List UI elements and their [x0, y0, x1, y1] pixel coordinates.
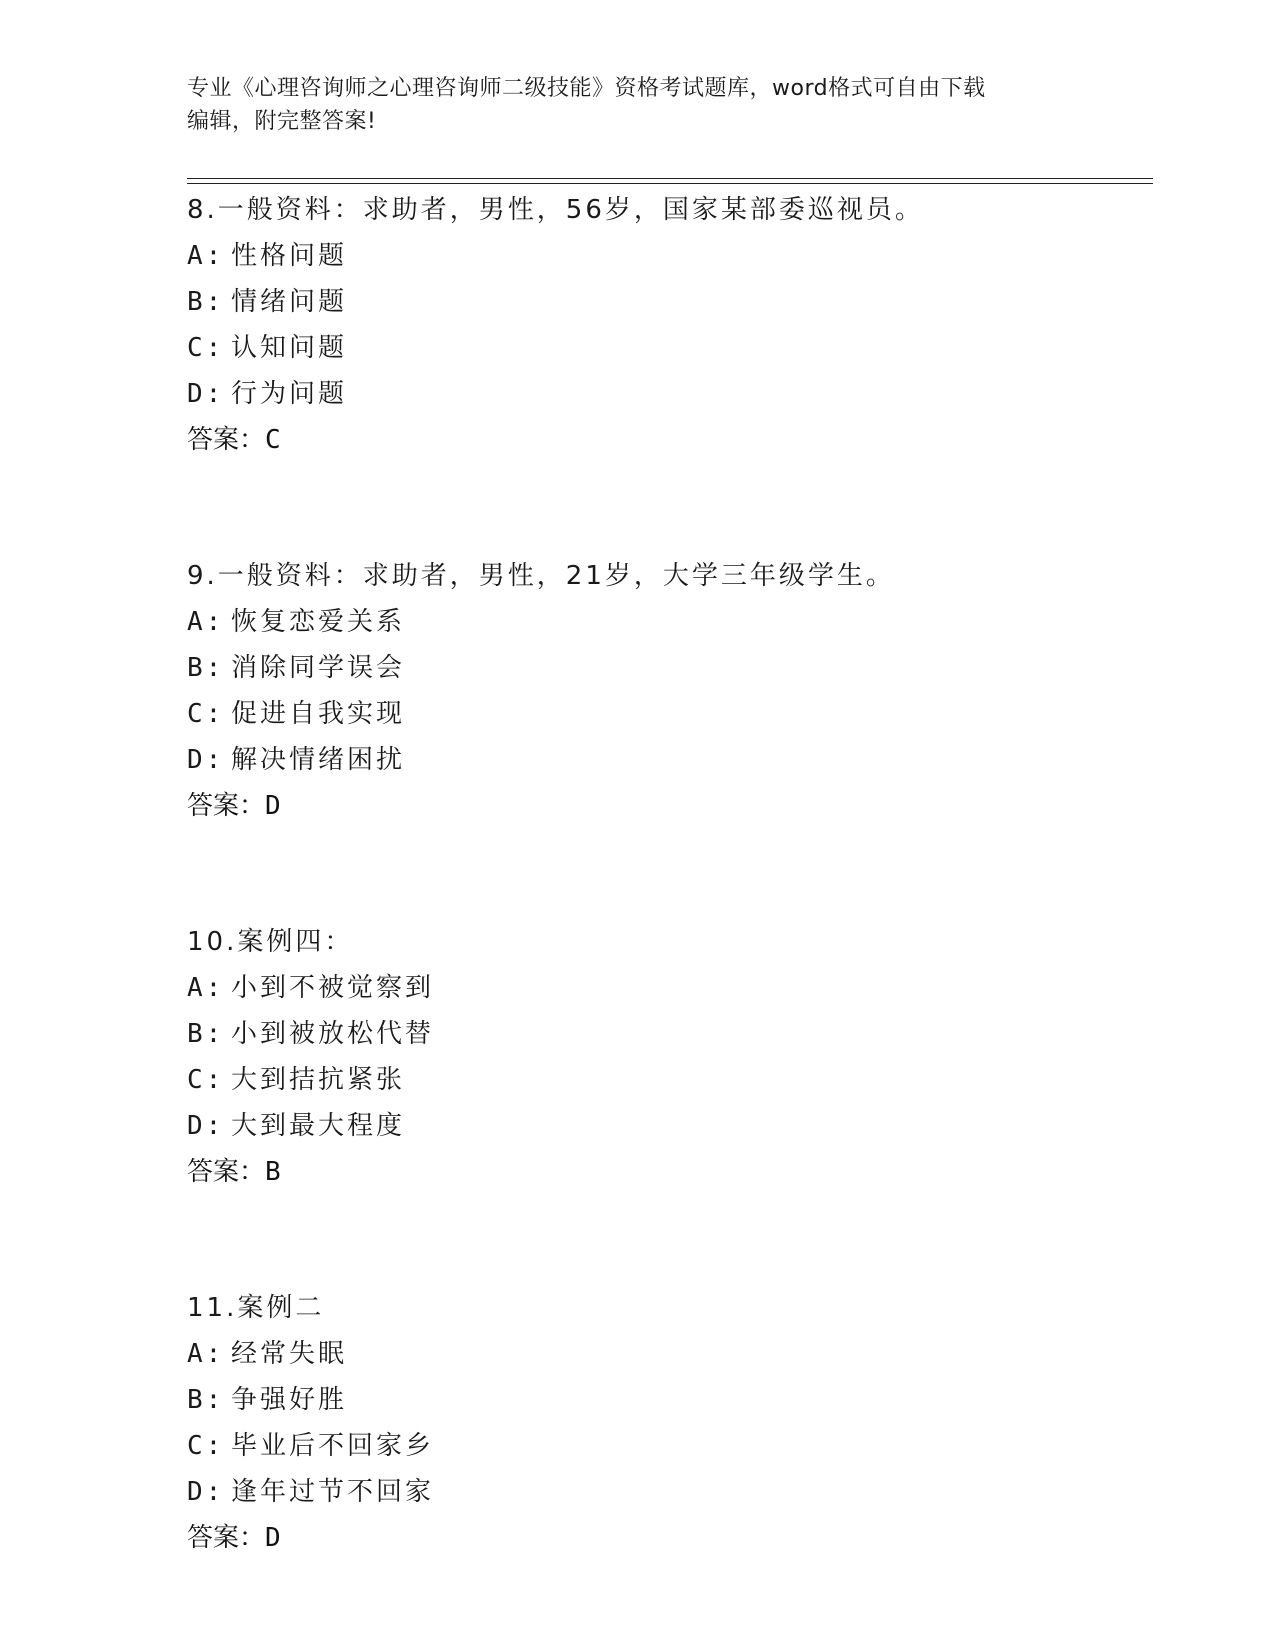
option-b	[187, 1377, 1147, 1423]
question-9	[187, 553, 1147, 829]
option-text: 小到被放松代替	[231, 1019, 435, 1049]
answer-line	[187, 783, 1147, 829]
header-line-1: 专业《心理咨询师之心理咨询师二级技能》资格考试题库，word格式可自由下载	[187, 76, 986, 101]
option-d	[187, 737, 1147, 783]
question-10	[187, 919, 1147, 1195]
question-stem: 11.案例二	[187, 1293, 325, 1323]
answer-value: C	[265, 425, 281, 455]
option-text: 大到最大程度	[231, 1111, 406, 1141]
question-spacer	[187, 463, 1147, 553]
option-text: 争强好胜	[231, 1385, 348, 1415]
option-letter: D:	[187, 1111, 225, 1141]
option-text: 行为问题	[231, 379, 348, 409]
option-a	[187, 233, 1147, 279]
option-letter: D:	[187, 1477, 225, 1507]
option-b	[187, 279, 1147, 325]
answer-line	[187, 417, 1147, 463]
answer-label: 答案：	[187, 425, 266, 455]
option-letter: A:	[187, 973, 225, 1003]
option-text: 性格问题	[231, 241, 348, 271]
option-text: 情绪问题	[231, 287, 348, 317]
option-text: 毕业后不回家乡	[231, 1431, 435, 1461]
option-text: 认知问题	[231, 333, 348, 363]
option-text: 小到不被觉察到	[231, 973, 435, 1003]
answer-value: D	[265, 1523, 281, 1553]
option-letter: B:	[187, 653, 225, 683]
question-spacer	[187, 1195, 1147, 1285]
option-text: 经常失眠	[231, 1339, 348, 1369]
question-8	[187, 187, 1147, 463]
answer-label: 答案：	[187, 1157, 266, 1187]
option-letter: C:	[187, 699, 225, 729]
answer-label: 答案：	[187, 791, 266, 821]
option-text: 促进自我实现	[231, 699, 406, 729]
option-letter: B:	[187, 287, 225, 317]
option-letter: B:	[187, 1019, 225, 1049]
option-text: 逢年过节不回家	[231, 1477, 435, 1507]
document-header	[187, 72, 1067, 138]
option-letter: A:	[187, 1339, 225, 1369]
option-b	[187, 645, 1147, 691]
option-d	[187, 1469, 1147, 1515]
option-text: 解决情绪困扰	[231, 745, 406, 775]
question-stem: 9.一般资料：求助者，男性，21岁，大学三年级学生。	[187, 561, 895, 591]
question-stem: 10.案例四：	[187, 927, 354, 957]
option-letter: C:	[187, 1431, 225, 1461]
option-d	[187, 371, 1147, 417]
option-letter: A:	[187, 241, 225, 271]
option-text: 消除同学误会	[231, 653, 406, 683]
option-b	[187, 1011, 1147, 1057]
question-stem: 8.一般资料：求助者，男性，56岁，国家某部委巡视员。	[187, 195, 924, 225]
answer-value: B	[265, 1157, 281, 1187]
answer-value: D	[265, 791, 281, 821]
option-letter: A:	[187, 607, 225, 637]
answer-line	[187, 1515, 1147, 1561]
option-a	[187, 599, 1147, 645]
option-letter: C:	[187, 333, 225, 363]
option-c	[187, 1057, 1147, 1103]
option-text: 恢复恋爱关系	[231, 607, 406, 637]
header-divider-top	[187, 178, 1153, 179]
option-a	[187, 1331, 1147, 1377]
option-letter: B:	[187, 1385, 225, 1415]
option-letter: D:	[187, 745, 225, 775]
question-list	[187, 187, 1147, 1561]
option-d	[187, 1103, 1147, 1149]
header-line-2: 编辑，附完整答案!	[187, 109, 377, 134]
option-c	[187, 325, 1147, 371]
option-c	[187, 691, 1147, 737]
option-c	[187, 1423, 1147, 1469]
answer-label: 答案：	[187, 1523, 266, 1553]
option-letter: D:	[187, 379, 225, 409]
question-spacer	[187, 829, 1147, 919]
answer-line	[187, 1149, 1147, 1195]
option-letter: C:	[187, 1065, 225, 1095]
question-11	[187, 1285, 1147, 1561]
option-text: 大到拮抗紧张	[231, 1065, 406, 1095]
header-divider-bottom	[187, 183, 1153, 184]
option-a	[187, 965, 1147, 1011]
